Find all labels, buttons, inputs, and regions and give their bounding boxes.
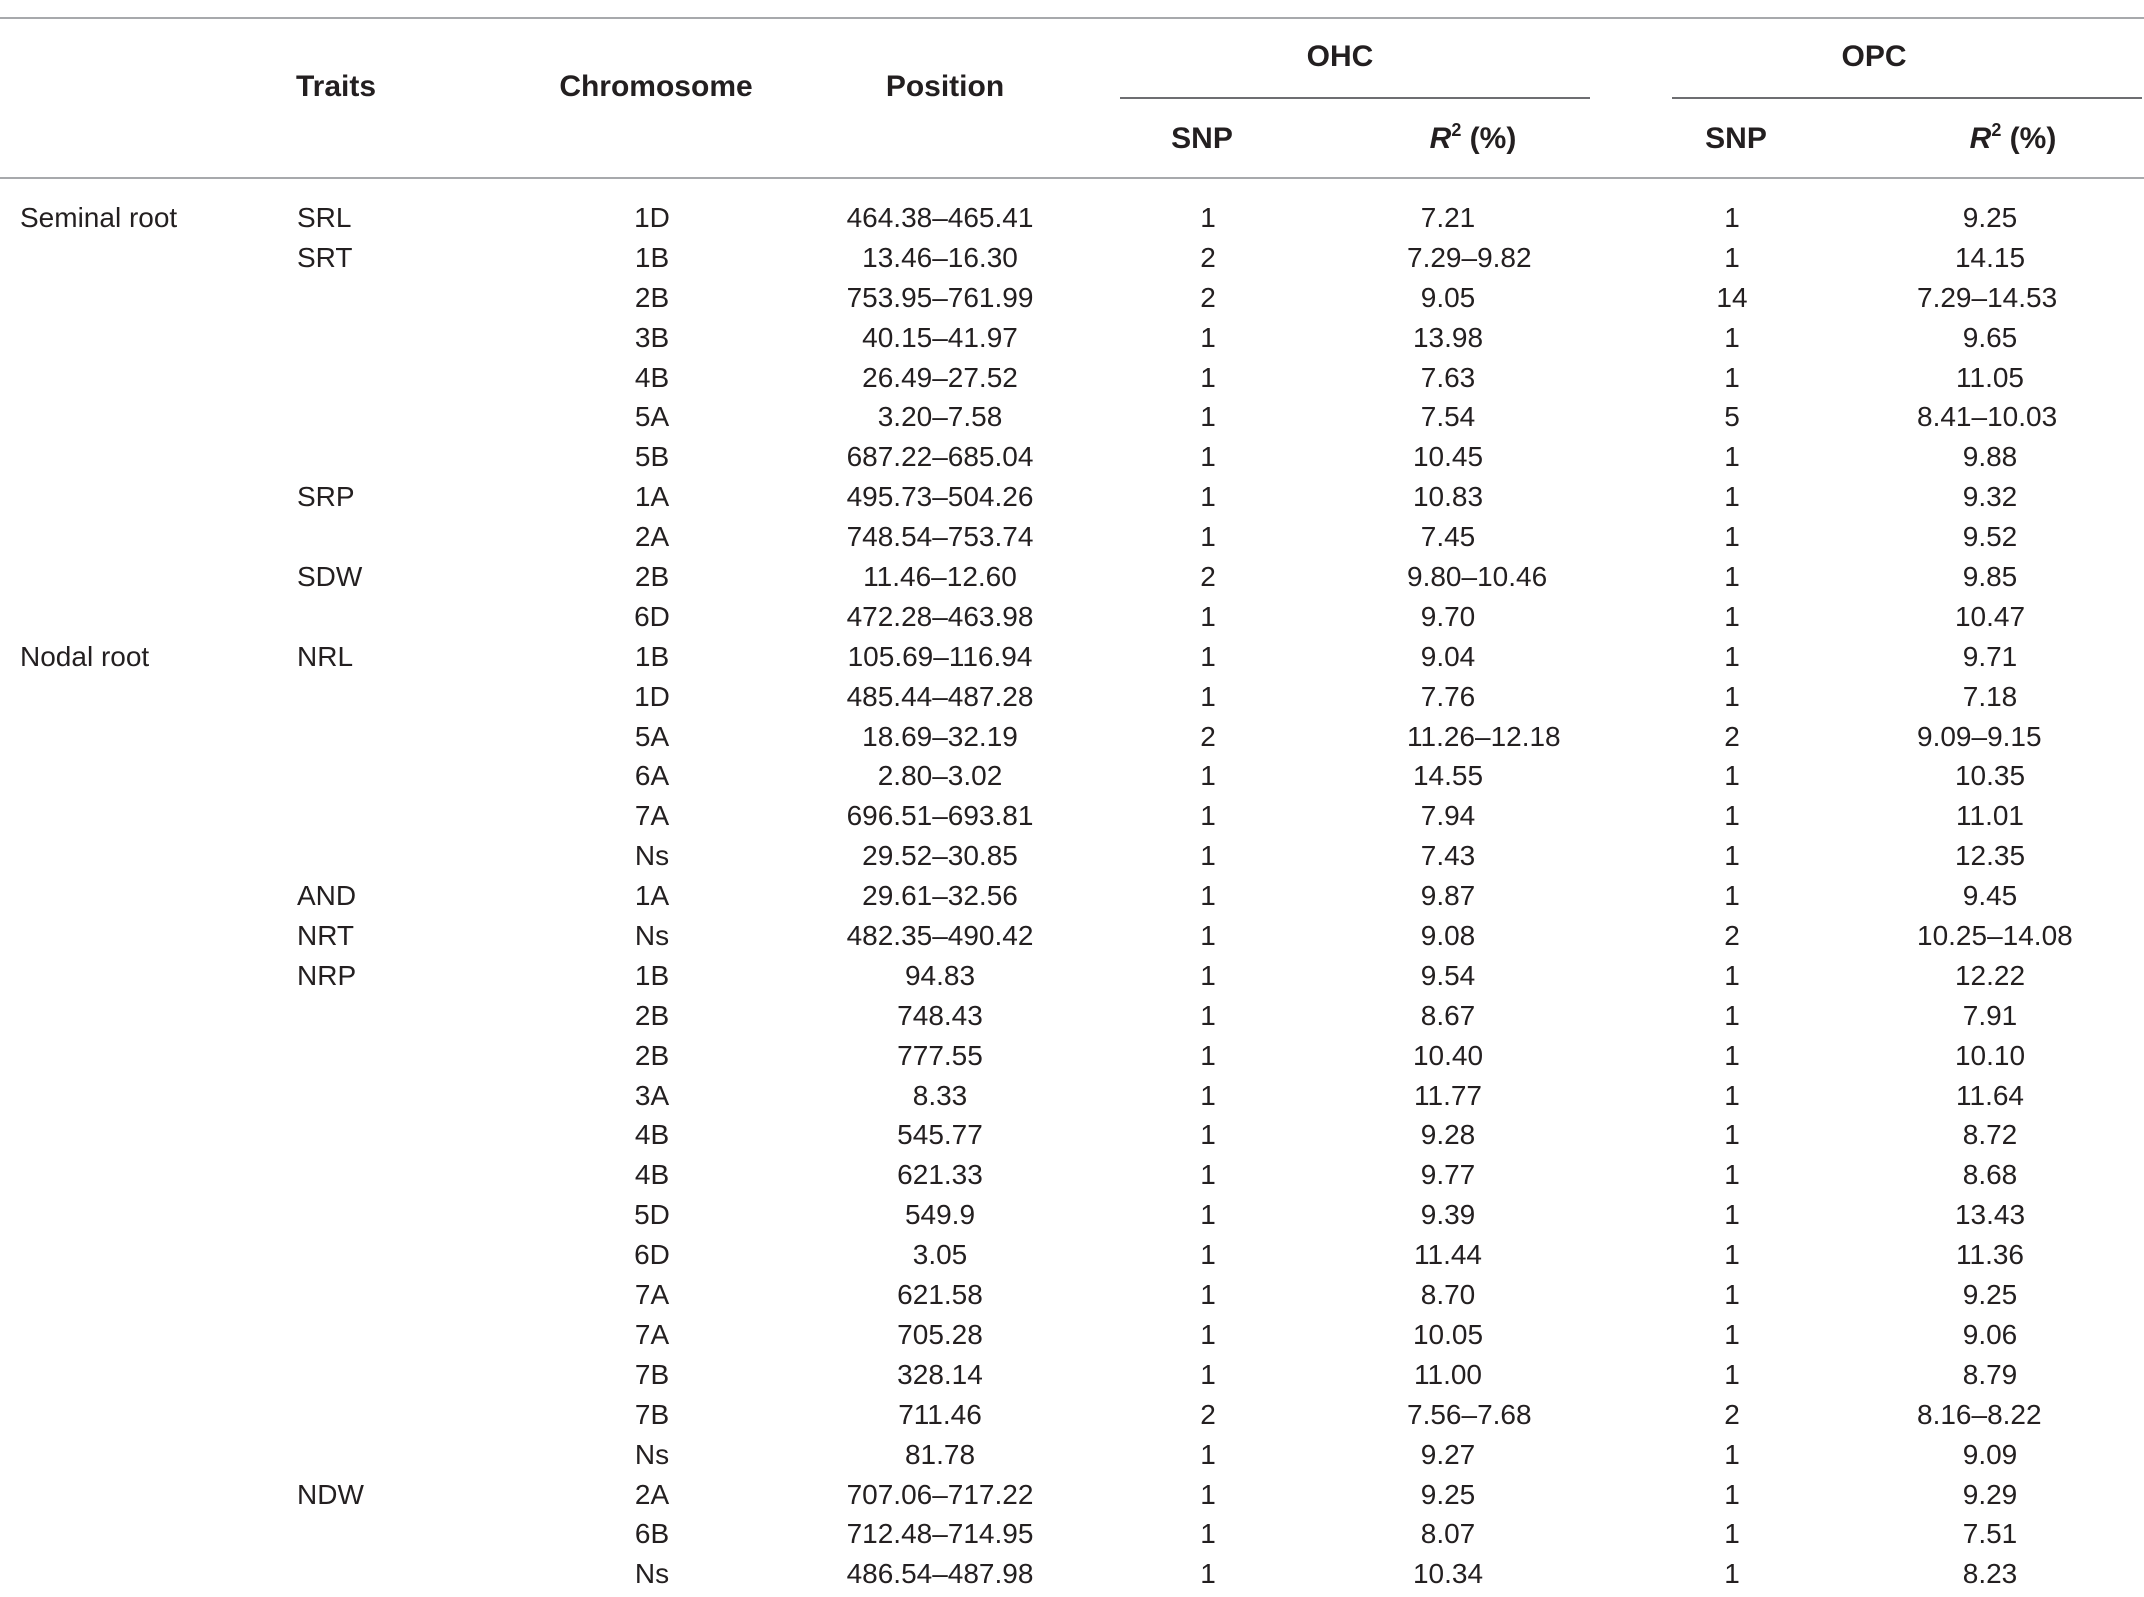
cell-position: 705.28: [897, 1318, 983, 1350]
cell-opc-snp: 1: [1724, 1478, 1740, 1510]
cell-opc-snp: 1: [1724, 680, 1740, 712]
cell-ohc-r2: 11.77: [1414, 1079, 1482, 1111]
cell-opc-snp: 1: [1724, 1199, 1740, 1231]
cell-opc-r2: 7.29–14.53: [1917, 281, 2058, 313]
cell-ohc-r2: 9.87: [1420, 880, 1476, 912]
cell-ohc-r2: 9.39: [1420, 1199, 1476, 1231]
cell-position: 485.44–487.28: [846, 680, 1034, 712]
cell-opc-snp: 1: [1724, 321, 1740, 353]
cell-opc-snp: 1: [1724, 202, 1740, 233]
cell-ohc-snp: 2: [1200, 561, 1216, 593]
cell-ohc-snp: 2: [1200, 281, 1216, 313]
cell-position: 621.33: [897, 1159, 983, 1191]
cell-ohc-snp: 1: [1200, 600, 1216, 632]
cell-chromosome: 1D: [634, 680, 670, 712]
cell-opc-r2: 7.18: [1962, 680, 2018, 712]
cell-opc-r2: 9.09: [1962, 1438, 2018, 1470]
cell-opc-r2: 8.23: [1962, 1558, 2018, 1590]
cell-ohc-snp: 1: [1200, 800, 1216, 832]
table-row: [0, 397, 2144, 437]
cell-position: 81.78: [904, 1438, 976, 1470]
cell-ohc-r2: 7.54: [1420, 401, 1476, 433]
cell-ohc-snp: 2: [1200, 241, 1216, 273]
table-row: [0, 836, 2144, 876]
cell-trait: NRT: [297, 920, 355, 952]
top-rule: [0, 17, 2144, 19]
table-row: [0, 1155, 2144, 1195]
cell-ohc-snp: 1: [1200, 1199, 1216, 1231]
table-row: [0, 597, 2144, 637]
cell-chromosome: 2A: [634, 521, 670, 553]
cell-position: 328.14: [897, 1358, 983, 1390]
cell-chromosome: 6A: [634, 760, 670, 792]
cell-opc-snp: 1: [1724, 1279, 1740, 1311]
cell-chromosome: Ns: [634, 920, 670, 952]
cell-position: 40.15–41.97: [862, 321, 1018, 353]
table-row: [0, 1315, 2144, 1355]
cell-ohc-r2: 9.80–10.46: [1407, 561, 1548, 593]
cell-opc-snp: 1: [1724, 1039, 1740, 1071]
cell-opc-r2: 9.45: [1962, 880, 2018, 912]
cell-ohc-snp: 1: [1200, 1119, 1216, 1151]
cell-position: 482.35–490.42: [846, 920, 1034, 952]
r2-symbol: R: [1429, 122, 1452, 155]
cell-opc-snp: 1: [1724, 880, 1740, 912]
cell-opc-snp: 2: [1724, 1398, 1740, 1430]
cell-ohc-r2: 11.00: [1414, 1358, 1482, 1390]
cell-opc-snp: 14: [1716, 281, 1748, 313]
r2-unit: (%): [2001, 122, 2057, 155]
cell-chromosome: 7B: [634, 1398, 670, 1430]
cell-opc-snp: 1: [1724, 561, 1740, 593]
cell-opc-snp: 1: [1724, 1079, 1740, 1111]
cell-opc-r2: 9.06: [1962, 1318, 2018, 1350]
cell-chromosome: Ns: [634, 1438, 670, 1470]
cell-position: 18.69–32.19: [862, 720, 1018, 752]
cell-position: 753.95–761.99: [846, 281, 1034, 313]
cell-opc-snp: 1: [1724, 241, 1740, 273]
cell-chromosome: 1A: [634, 880, 670, 912]
table-row: [0, 477, 2144, 517]
cell-chromosome: 2B: [634, 281, 670, 313]
cell-chromosome: 6D: [634, 600, 670, 632]
cell-ohc-snp: 1: [1200, 1318, 1216, 1350]
cell-chromosome: 7B: [634, 1358, 670, 1390]
cell-category: Seminal root: [20, 202, 178, 233]
cell-opc-snp: 1: [1724, 840, 1740, 872]
cell-ohc-r2: 7.29–9.82: [1407, 241, 1532, 273]
cell-position: 711.46: [898, 1398, 982, 1430]
cell-chromosome: 3A: [634, 1079, 670, 1111]
cell-opc-r2: 12.35: [1954, 840, 2026, 872]
cell-ohc-r2: 10.40: [1412, 1039, 1484, 1071]
table-row: [0, 437, 2144, 477]
cell-position: 26.49–27.52: [862, 361, 1018, 393]
table-row: [0, 1235, 2144, 1275]
cell-opc-r2: 9.65: [1962, 321, 2018, 353]
cell-opc-snp: 1: [1724, 1438, 1740, 1470]
cell-position: 707.06–717.22: [846, 1478, 1034, 1510]
table-row: [0, 956, 2144, 996]
cell-chromosome: 7A: [634, 1318, 670, 1350]
cell-ohc-snp: 1: [1200, 999, 1216, 1031]
cell-opc-snp: 1: [1724, 999, 1740, 1031]
table-row: [0, 1395, 2144, 1435]
table-row: [0, 358, 2144, 398]
cell-chromosome: 4B: [634, 1159, 670, 1191]
cell-chromosome: Ns: [634, 1558, 670, 1590]
cell-chromosome: 1A: [634, 481, 670, 513]
cell-ohc-snp: 1: [1200, 1039, 1216, 1071]
cell-opc-r2: 10.47: [1954, 600, 2026, 632]
cell-opc-r2: 12.22: [1954, 959, 2026, 991]
cell-trait: SDW: [297, 561, 363, 593]
cell-ohc-snp: 1: [1200, 481, 1216, 513]
cell-position: 696.51–693.81: [846, 800, 1034, 832]
cell-chromosome: 5B: [634, 441, 670, 473]
table-row: [0, 1115, 2144, 1155]
cell-ohc-r2: 9.28: [1420, 1119, 1476, 1151]
cell-ohc-r2: 8.67: [1420, 999, 1476, 1031]
table-row: [0, 1475, 2144, 1515]
table-row: [0, 637, 2144, 677]
header-ohc-r2: [1430, 122, 1517, 156]
cell-position: 2.80–3.02: [877, 760, 1003, 792]
cell-ohc-snp: 2: [1200, 720, 1216, 752]
cell-ohc-r2: 10.34: [1412, 1558, 1484, 1590]
cell-chromosome: 5D: [634, 1199, 670, 1231]
cell-ohc-r2: 7.63: [1420, 361, 1476, 393]
header-chromosome: Chromosome: [559, 70, 753, 103]
cell-position: 549.9: [904, 1199, 976, 1231]
cell-chromosome: 3B: [634, 321, 670, 353]
cell-position: 105.69–116.94: [847, 640, 1033, 672]
cell-chromosome: 7A: [634, 800, 670, 832]
cell-trait: AND: [297, 880, 357, 912]
cell-position: 464.38–465.41: [846, 202, 1034, 233]
table-row: [0, 1076, 2144, 1116]
cell-opc-r2: 9.29: [1962, 1478, 2018, 1510]
cell-opc-r2: 9.52: [1962, 521, 2018, 553]
header-bottom-rule: [0, 177, 2144, 179]
table-row: [0, 876, 2144, 916]
cell-ohc-snp: 1: [1200, 1079, 1216, 1111]
cell-opc-snp: 1: [1724, 1558, 1740, 1590]
cell-position: 545.77: [897, 1119, 983, 1151]
cell-position: 3.20–7.58: [877, 401, 1003, 433]
cell-ohc-snp: 1: [1200, 441, 1216, 473]
cell-position: 621.58: [897, 1279, 983, 1311]
cell-ohc-r2: 14.55: [1412, 760, 1484, 792]
cell-ohc-snp: 1: [1200, 321, 1216, 353]
cell-opc-snp: 1: [1724, 600, 1740, 632]
table-row: [0, 557, 2144, 597]
cell-ohc-r2: 8.70: [1420, 1279, 1476, 1311]
cell-ohc-snp: 1: [1200, 1558, 1216, 1590]
cell-trait: SRP: [297, 481, 355, 513]
table-row: [0, 916, 2144, 956]
cell-ohc-snp: 1: [1200, 1279, 1216, 1311]
cell-ohc-snp: 1: [1200, 959, 1216, 991]
cell-ohc-snp: 1: [1200, 840, 1216, 872]
cell-opc-r2: 8.41–10.03: [1917, 401, 2058, 433]
cell-opc-snp: 1: [1724, 760, 1740, 792]
cell-ohc-r2: 7.56–7.68: [1407, 1398, 1532, 1430]
cell-ohc-r2: 13.98: [1412, 321, 1484, 353]
cell-opc-snp: 5: [1724, 401, 1740, 433]
cell-position: 472.28–463.98: [846, 600, 1034, 632]
r2-symbol: R: [1969, 122, 1992, 155]
cell-ohc-snp: 1: [1200, 1478, 1216, 1510]
cell-ohc-snp: 2: [1200, 1398, 1216, 1430]
cell-position: 11.46–12.60: [863, 561, 1017, 593]
cell-position: 687.22–685.04: [846, 441, 1034, 473]
cell-opc-r2: 9.25: [1962, 202, 2018, 233]
cell-opc-r2: 11.05: [1956, 361, 2024, 393]
cell-ohc-snp: 1: [1200, 401, 1216, 433]
cell-opc-r2: 9.09–9.15: [1917, 720, 2042, 752]
cell-ohc-r2: 9.08: [1420, 920, 1476, 952]
cell-opc-snp: 1: [1724, 640, 1740, 672]
cell-position: 29.61–32.56: [862, 880, 1018, 912]
cell-opc-snp: 1: [1724, 361, 1740, 393]
table-row: [0, 238, 2144, 278]
cell-trait: SRT: [297, 241, 353, 273]
cell-chromosome: 5A: [634, 720, 670, 752]
cell-opc-r2: 8.79: [1962, 1358, 2018, 1390]
table-row: [0, 198, 2144, 238]
cell-ohc-snp: 1: [1200, 521, 1216, 553]
table-body: [0, 198, 2144, 1594]
table-row: [0, 677, 2144, 717]
cell-position: 94.83: [904, 959, 976, 991]
table-row: [0, 796, 2144, 836]
r2-superscript: 2: [1451, 120, 1462, 140]
cell-ohc-snp: 1: [1200, 640, 1216, 672]
cell-opc-snp: 1: [1724, 1159, 1740, 1191]
cell-opc-r2: 11.01: [1956, 800, 2024, 832]
cell-ohc-snp: 1: [1200, 880, 1216, 912]
cell-ohc-snp: 1: [1200, 202, 1216, 233]
cell-opc-snp: 1: [1724, 800, 1740, 832]
cell-opc-snp: 1: [1724, 1239, 1740, 1271]
ohc-underline: [1120, 97, 1590, 99]
cell-opc-r2: 14.15: [1954, 241, 2026, 273]
cell-chromosome: 2A: [634, 1478, 670, 1510]
header-ohc-snp: SNP: [1171, 122, 1233, 155]
cell-opc-r2: 13.43: [1954, 1199, 2026, 1231]
cell-chromosome: 7A: [634, 1279, 670, 1311]
table-row: [0, 1435, 2144, 1475]
cell-trait: SRL: [297, 202, 352, 233]
cell-position: 3.05: [912, 1239, 968, 1271]
table-row: [0, 996, 2144, 1036]
table-row: [0, 1355, 2144, 1395]
cell-position: 29.52–30.85: [862, 840, 1018, 872]
cell-ohc-r2: 11.44: [1414, 1239, 1482, 1271]
cell-opc-snp: 1: [1724, 441, 1740, 473]
cell-opc-r2: 7.91: [1962, 999, 2018, 1031]
cell-opc-r2: 9.71: [1962, 640, 2018, 672]
cell-ohc-snp: 1: [1200, 1239, 1216, 1271]
cell-chromosome: 2B: [634, 561, 670, 593]
table-row: [0, 1514, 2144, 1554]
cell-opc-snp: 1: [1724, 1318, 1740, 1350]
cell-opc-r2: 11.36: [1956, 1239, 2024, 1271]
cell-opc-r2: 8.16–8.22: [1917, 1398, 2042, 1430]
cell-chromosome: 6D: [634, 1239, 670, 1271]
cell-opc-snp: 2: [1724, 920, 1740, 952]
cell-chromosome: 2B: [634, 999, 670, 1031]
table-row: [0, 1195, 2144, 1235]
cell-position: 13.46–16.30: [862, 241, 1018, 273]
cell-opc-r2: 11.64: [1956, 1079, 2024, 1111]
cell-opc-r2: 10.25–14.08: [1917, 920, 2073, 952]
cell-ohc-snp: 1: [1200, 920, 1216, 952]
header-ohc: OHC: [1306, 40, 1374, 73]
header-traits: Traits: [295, 70, 377, 103]
table-row: [0, 278, 2144, 318]
cell-position: 777.55: [897, 1039, 983, 1071]
cell-position: 712.48–714.95: [846, 1518, 1034, 1550]
cell-trait: NDW: [297, 1478, 364, 1510]
cell-ohc-r2: 7.43: [1420, 840, 1476, 872]
cell-opc-r2: 9.88: [1962, 441, 2018, 473]
cell-opc-r2: 10.10: [1954, 1039, 2026, 1071]
cell-chromosome: Ns: [634, 840, 670, 872]
cell-chromosome: 5A: [634, 401, 670, 433]
cell-opc-r2: 10.35: [1954, 760, 2026, 792]
header-position: Position: [885, 70, 1005, 103]
cell-position: 748.43: [897, 999, 983, 1031]
cell-ohc-r2: 10.05: [1412, 1318, 1484, 1350]
cell-ohc-r2: 9.70: [1420, 600, 1476, 632]
cell-ohc-r2: 10.83: [1412, 481, 1484, 513]
cell-ohc-r2: 7.21: [1420, 202, 1476, 233]
cell-chromosome: 1B: [634, 640, 670, 672]
cell-ohc-r2: 9.05: [1420, 281, 1476, 313]
cell-position: 486.54–487.98: [846, 1558, 1034, 1590]
cell-opc-snp: 1: [1724, 521, 1740, 553]
cell-ohc-r2: 9.27: [1420, 1438, 1476, 1470]
cell-opc-r2: 9.85: [1962, 561, 2018, 593]
cell-ohc-snp: 1: [1200, 680, 1216, 712]
cell-category: Nodal root: [20, 640, 150, 672]
table-row: [0, 717, 2144, 757]
table-row: [0, 1036, 2144, 1076]
cell-opc-snp: 1: [1724, 481, 1740, 513]
table-row: [0, 1275, 2144, 1315]
cell-trait: NRP: [297, 959, 357, 991]
cell-ohc-snp: 1: [1200, 1518, 1216, 1550]
opc-underline: [1672, 97, 2142, 99]
cell-trait: NRL: [297, 640, 354, 672]
r2-unit: (%): [1461, 122, 1517, 155]
cell-chromosome: 2B: [634, 1039, 670, 1071]
cell-ohc-r2: 8.07: [1420, 1518, 1476, 1550]
cell-position: 495.73–504.26: [846, 481, 1034, 513]
cell-opc-snp: 1: [1724, 1518, 1740, 1550]
cell-ohc-r2: 11.26–12.18: [1407, 720, 1561, 752]
cell-opc-snp: 1: [1724, 1119, 1740, 1151]
cell-position: 8.33: [912, 1079, 968, 1111]
cell-ohc-snp: 1: [1200, 361, 1216, 393]
cell-ohc-snp: 1: [1200, 1438, 1216, 1470]
cell-ohc-r2: 9.77: [1420, 1159, 1476, 1191]
cell-opc-r2: 9.32: [1962, 481, 2018, 513]
cell-ohc-r2: 9.04: [1420, 640, 1476, 672]
header-opc: OPC: [1841, 40, 1907, 73]
table-row: [0, 1554, 2144, 1594]
cell-opc-r2: 8.68: [1962, 1159, 2018, 1191]
cell-opc-r2: 7.51: [1962, 1518, 2018, 1550]
cell-ohc-r2: 10.45: [1412, 441, 1484, 473]
cell-opc-snp: 1: [1724, 959, 1740, 991]
cell-opc-r2: 8.72: [1962, 1119, 2018, 1151]
cell-ohc-snp: 1: [1200, 1159, 1216, 1191]
cell-chromosome: 1B: [634, 241, 670, 273]
cell-opc-snp: 2: [1724, 720, 1740, 752]
cell-ohc-r2: 7.76: [1420, 680, 1476, 712]
cell-ohc-r2: 9.25: [1420, 1478, 1476, 1510]
table-row: [0, 756, 2144, 796]
cell-ohc-r2: 9.54: [1420, 959, 1476, 991]
cell-opc-snp: 1: [1724, 1358, 1740, 1390]
table-row: [0, 318, 2144, 358]
header-opc-r2: [1970, 122, 2057, 156]
r2-superscript: 2: [1991, 120, 2002, 140]
cell-chromosome: 1B: [634, 959, 670, 991]
cell-chromosome: 6B: [634, 1518, 670, 1550]
cell-ohc-r2: 7.45: [1420, 521, 1476, 553]
table-row: [0, 517, 2144, 557]
cell-ohc-snp: 1: [1200, 1358, 1216, 1390]
cell-chromosome: 4B: [634, 1119, 670, 1151]
header-opc-snp: SNP: [1705, 122, 1767, 155]
cell-position: 748.54–753.74: [846, 521, 1034, 553]
cell-chromosome: 4B: [634, 361, 670, 393]
cell-ohc-snp: 1: [1200, 760, 1216, 792]
cell-ohc-r2: 7.94: [1420, 800, 1476, 832]
cell-opc-r2: 9.25: [1962, 1279, 2018, 1311]
cell-chromosome: 1D: [634, 202, 670, 233]
